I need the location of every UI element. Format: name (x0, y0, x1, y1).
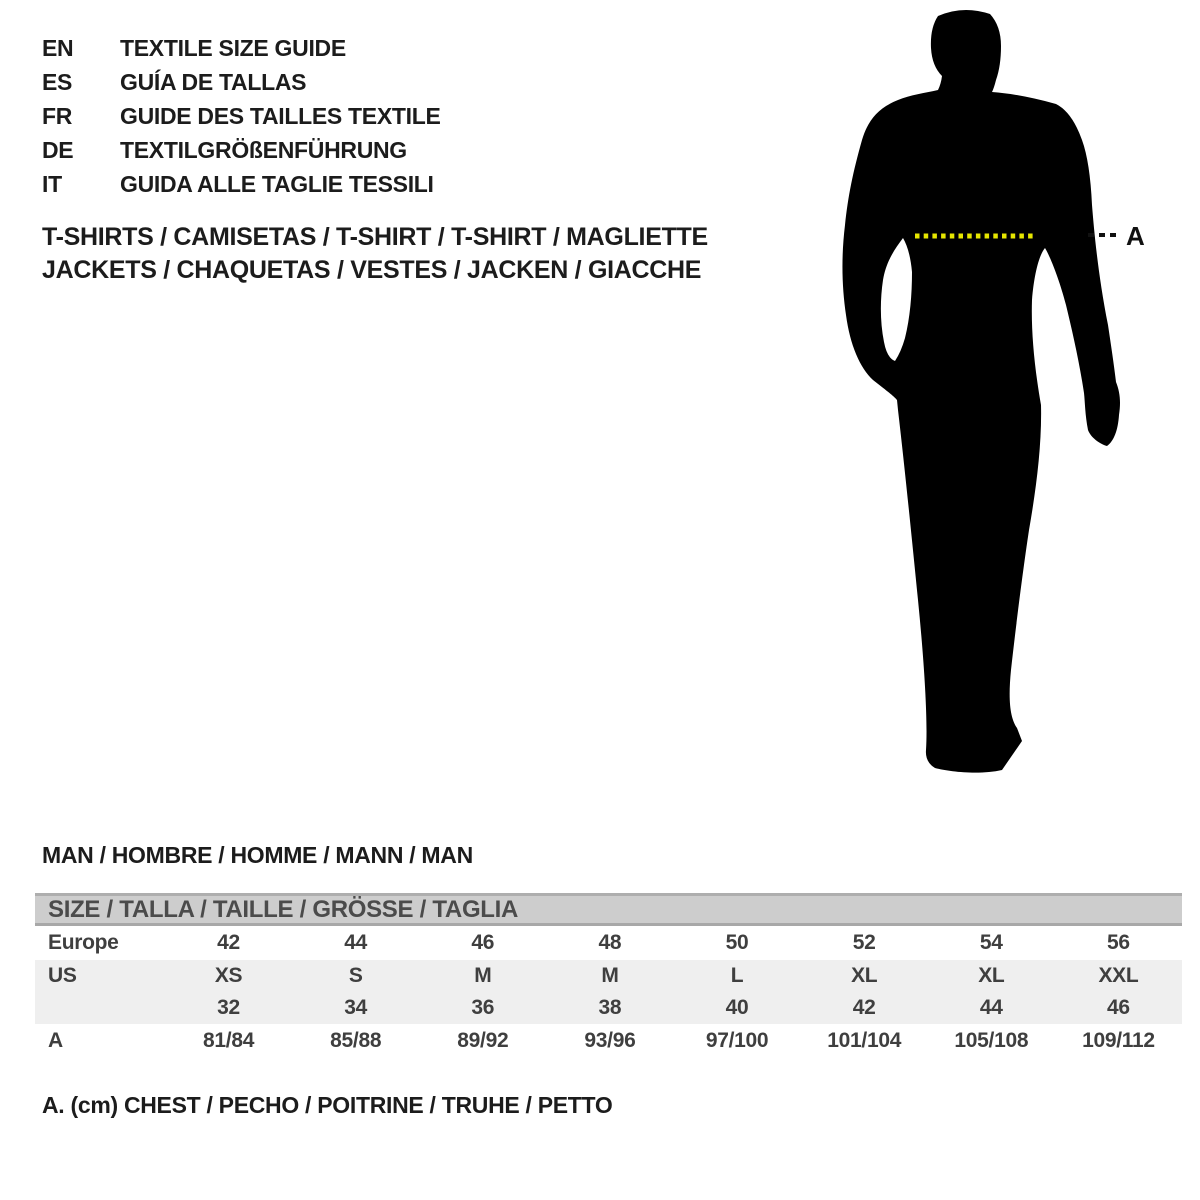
size-cell: 46 (471, 931, 495, 954)
language-code: ES (42, 69, 73, 95)
table-row-numeric (35, 992, 1182, 1024)
size-cell: 109/112 (1082, 1029, 1155, 1052)
language-code: DE (42, 137, 74, 163)
measurement-legend: A. (cm) CHEST / PECHO / POITRINE / TRUHE / PETTO (42, 1092, 613, 1118)
size-cell: 44 (979, 996, 1003, 1019)
size-cell: S (348, 964, 363, 987)
size-cell: 56 (1107, 931, 1130, 954)
row-label: A (48, 1029, 63, 1052)
size-cell: 40 (725, 996, 749, 1019)
size-cell: 52 (852, 931, 876, 954)
category-line-jackets: JACKETS / CHAQUETAS / VESTES / JACKEN / GIACCHE (42, 256, 702, 284)
size-cell: M (474, 964, 492, 987)
language-label: GUIDE DES TAILLES TEXTILE (120, 103, 441, 129)
size-cell: L (730, 964, 744, 987)
table-row-us (35, 960, 1182, 992)
measure-label-a: A (1126, 221, 1145, 251)
section-title-man: MAN / HOMBRE / HOMME / MANN / MAN (42, 842, 473, 868)
language-label: TEXTILE SIZE GUIDE (120, 35, 346, 61)
language-row-es (42, 65, 441, 99)
size-cell: XXL (1098, 964, 1139, 987)
size-table (35, 893, 1182, 1058)
man-figure (820, 0, 1200, 800)
size-cell: 42 (217, 931, 240, 954)
language-code: IT (42, 171, 62, 197)
size-cell: 54 (979, 931, 1003, 954)
size-cell: 34 (344, 996, 368, 1019)
size-cell: 38 (598, 996, 622, 1019)
size-cell: XL (978, 964, 1005, 987)
language-code: EN (42, 35, 74, 61)
size-cell: XL (851, 964, 878, 987)
language-row-de (42, 133, 441, 167)
size-table-header: SIZE / TALLA / TAILLE / GRÖSSE / TAGLIA (35, 893, 1182, 926)
language-row-it (42, 167, 441, 201)
language-code: FR (42, 103, 73, 129)
size-cell: 50 (725, 931, 749, 954)
size-cell: 85/88 (330, 1029, 382, 1052)
size-cell: 81/84 (203, 1029, 255, 1052)
row-label: Europe (48, 931, 119, 954)
category-titles (42, 221, 708, 287)
table-row-europe (35, 926, 1182, 960)
size-cell: 36 (471, 996, 495, 1019)
size-cell: 48 (598, 931, 622, 954)
language-label: GUIDA ALLE TAGLIE TESSILI (120, 171, 434, 197)
size-cell: 93/96 (584, 1029, 636, 1052)
size-cell: 105/108 (954, 1029, 1029, 1052)
language-list (42, 31, 441, 201)
size-cell: M (601, 964, 619, 987)
size-cell: XS (214, 964, 243, 987)
size-cell: 97/100 (705, 1029, 769, 1052)
language-row-en (42, 31, 441, 65)
size-cell: 101/104 (827, 1029, 902, 1052)
language-label: GUÍA DE TALLAS (120, 69, 307, 95)
size-cell: 89/92 (457, 1029, 509, 1052)
man-silhouette-icon (842, 10, 1120, 773)
table-row-chest-a (35, 1024, 1182, 1058)
category-line-tshirts: T-SHIRTS / CAMISETAS / T-SHIRT / T-SHIRT / MAGLIETTE (42, 223, 708, 251)
row-label: US (48, 964, 77, 987)
language-row-fr (42, 99, 441, 133)
size-cell: 46 (1107, 996, 1130, 1019)
size-cell: 42 (852, 996, 876, 1019)
size-cell: 44 (344, 931, 368, 954)
size-cell: 32 (217, 996, 240, 1019)
language-label: TEXTILGRÖßENFÜHRUNG (120, 137, 407, 163)
